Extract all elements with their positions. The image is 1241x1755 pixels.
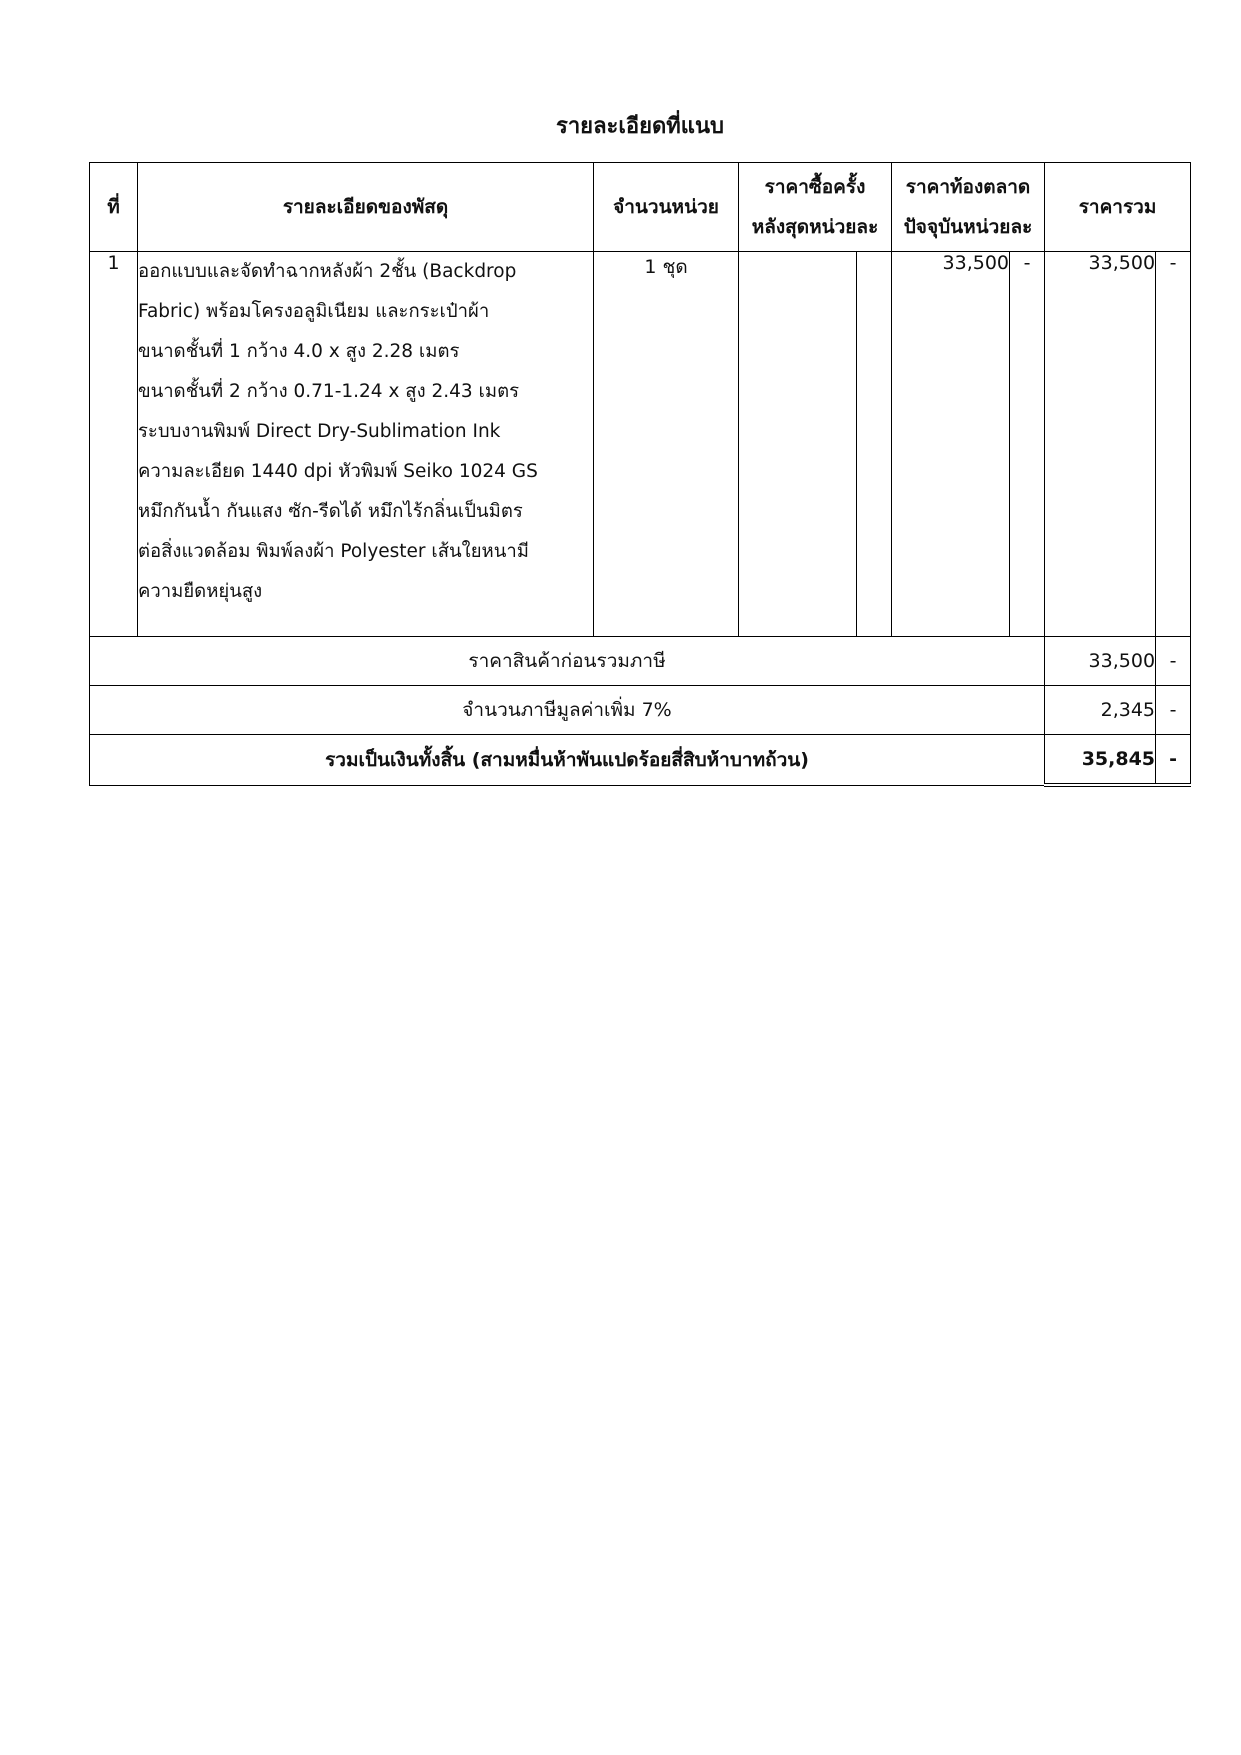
subtotal-row (90, 637, 1191, 686)
subtotal-satang: - (1156, 637, 1191, 686)
subtotal-label: ราคาสินค้าก่อนรวมภาษี (90, 637, 1045, 686)
header-market-price-line-2: ปัจจุบันหน่วยละ (903, 216, 1033, 238)
vat-row (90, 686, 1191, 735)
header-no: ที่ (90, 163, 138, 252)
item-last-purchase-satang (857, 252, 892, 637)
description-line: หมึกกันน้ำ กันแสง ซัก-รีดได้ หมึกไร้กลิ่นเป็นมิตร (138, 501, 523, 522)
header-row (90, 163, 1191, 252)
header-last-purchase-line-1: ราคาซื้อครั้ง (764, 176, 866, 198)
grand-total-value: 35,845 (1045, 735, 1156, 786)
item-last-purchase-price (739, 252, 857, 637)
header-last-purchase-line-2: หลังสุดหน่วยละ (751, 216, 879, 238)
header-market-price-line-1: ราคาท้องตลาด (905, 176, 1031, 198)
description-line: ออกแบบและจัดทำฉากหลังผ้า 2ชั้น (Backdrop (138, 261, 517, 282)
table-row (90, 252, 1191, 637)
item-description (138, 252, 594, 637)
item-no: 1 (90, 252, 138, 637)
item-market-price: 33,500 (892, 252, 1010, 637)
vat-value: 2,345 (1045, 686, 1156, 735)
description-line: ความยืดหยุ่นสูง (138, 581, 263, 602)
header-quantity: จำนวนหน่วย (594, 163, 739, 252)
item-market-price-satang: - (1010, 252, 1045, 637)
header-description: รายละเอียดของพัสดุ (138, 163, 594, 252)
header-market-price (892, 163, 1045, 252)
description-line: Fabric) พร้อมโครงอลูมิเนียม และกระเป๋าผ้า (138, 301, 490, 322)
page-title: รายละเอียดที่แนบ (556, 114, 724, 139)
description-line: ขนาดชั้นที่ 1 กว้าง 4.0 x สูง 2.28 เมตร (138, 341, 460, 362)
grand-total-satang: - (1156, 735, 1191, 786)
description-line: ระบบงานพิมพ์ Direct Dry-Sublimation Ink (138, 421, 501, 442)
item-quantity: 1 ชุด (594, 252, 739, 637)
description-line: ขนาดชั้นที่ 2 กว้าง 0.71-1.24 x สูง 2.43 เมตร (138, 381, 520, 402)
header-last-purchase-price (739, 163, 892, 252)
subtotal-value: 33,500 (1045, 637, 1156, 686)
header-total: ราคารวม (1045, 163, 1191, 252)
item-total-satang: - (1156, 252, 1191, 637)
vat-label: จำนวนภาษีมูลค่าเพิ่ม 7% (90, 686, 1045, 735)
grand-total-row (90, 735, 1191, 786)
grand-total-label: รวมเป็นเงินทั้งสิ้น (สามหมื่นห้าพันแปดร้อยสี่สิบห้าบาทถ้วน) (90, 735, 1045, 786)
vat-satang: - (1156, 686, 1191, 735)
description-line: ความละเอียด 1440 dpi หัวพิมพ์ Seiko 1024 GS (138, 461, 538, 482)
attachment-table (89, 162, 1191, 787)
description-line: ต่อสิ่งแวดล้อม พิมพ์ลงผ้า Polyester เส้นใยหนามี (138, 541, 529, 562)
item-total: 33,500 (1045, 252, 1156, 637)
